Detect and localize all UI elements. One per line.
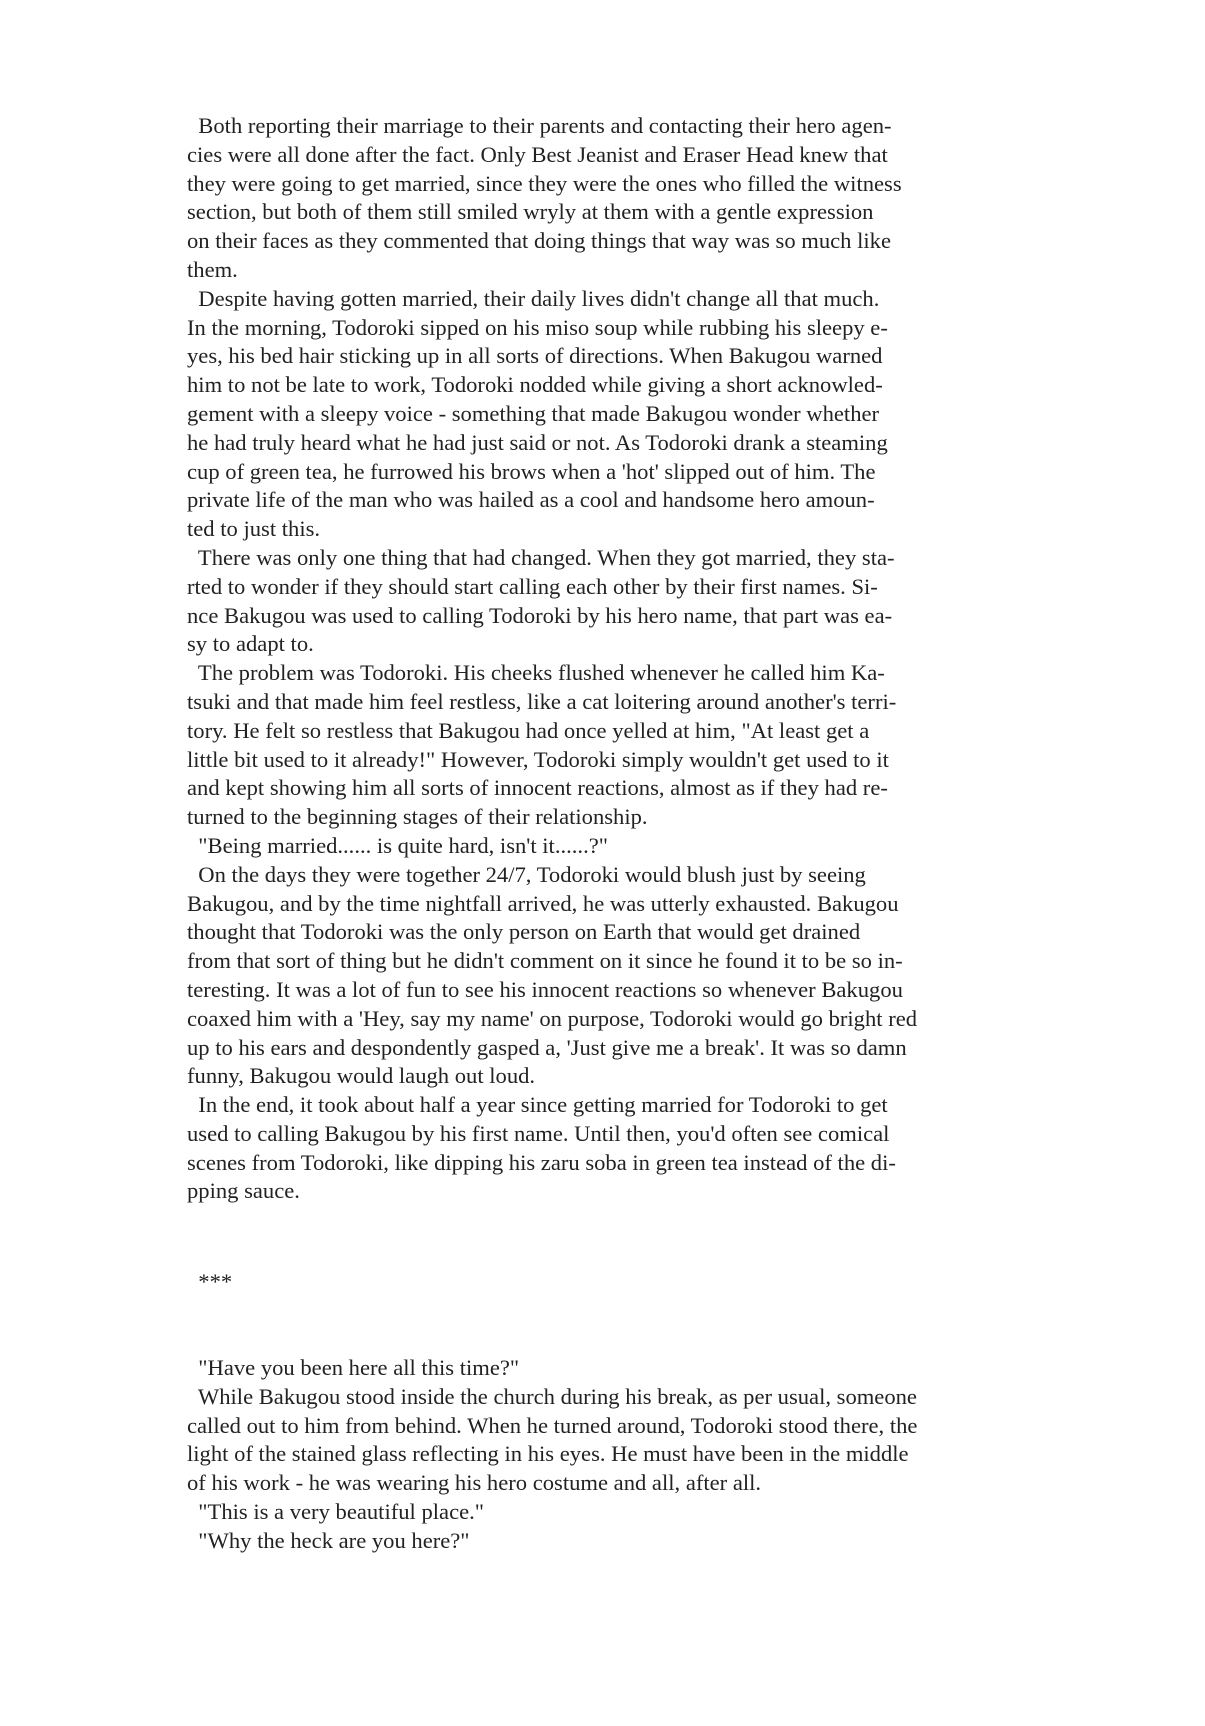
text-line: There was only one thing that had changed. When they got married, they sta- [187, 544, 895, 570]
text-line: they were going to get married, since they were the ones who filled the witness [187, 170, 902, 196]
text-line: Bakugou, and by the time nightfall arrived, he was utterly exhausted. Bakugou [187, 890, 899, 916]
text-line: teresting. It was a lot of fun to see his innocent reactions so whenever Bakugou [187, 976, 903, 1002]
section-separator [187, 1268, 1067, 1297]
text-line: tsuki and that made him feel restless, like a cat loitering around another's terri- [187, 688, 897, 714]
text-line: In the end, it took about half a year since getting married for Todoroki to get [187, 1092, 888, 1118]
text-line: up to his ears and despondently gasped a, 'Just give me a break'. It was so damn [187, 1034, 907, 1060]
text-line: tory. He felt so restless that Bakugou had once yelled at him, "At least get a [187, 717, 870, 743]
text-line: on their faces as they commented that doing things that way was so much like [187, 228, 892, 254]
text-line: used to calling Bakugou by his first name. Until then, you'd often see comical [187, 1120, 890, 1146]
text-line: little bit used to it already!" However, Todoroki simply wouldn't get used to it [187, 746, 889, 772]
text-line: section, but both of them still smiled wryly at them with a gentle expression [187, 199, 874, 225]
text-line: The problem was Todoroki. His cheeks flushed whenever he called him Ka- [187, 660, 885, 686]
text-line: private life of the man who was hailed as a cool and handsome hero amoun- [187, 487, 875, 513]
text-line: he had truly heard what he had just said or not. As Todoroki drank a steaming [187, 429, 888, 455]
text-line: pping sauce. [187, 1178, 300, 1204]
text-line: While Bakugou stood inside the church during his break, as per usual, someone [187, 1383, 917, 1409]
text-line: In the morning, Todoroki sipped on his miso soup while rubbing his sleepy e- [187, 314, 888, 340]
text-line: ted to just this. [187, 516, 321, 542]
text-line: "Have you been here all this time?" [187, 1355, 520, 1380]
text-line: turned to the beginning stages of their relationship. [187, 804, 648, 830]
text-line: *** [187, 1269, 233, 1294]
text-line: thought that Todoroki was the only person on Earth that would get drained [187, 919, 861, 945]
text-line: of his work - he was wearing his hero costume and all, after all. [187, 1470, 762, 1496]
text-line: light of the stained glass reflecting in his eyes. He must have been in the middle [187, 1441, 909, 1467]
text-line: them. [187, 256, 238, 282]
text-section-1 [187, 112, 1067, 1206]
text-line: yes, his bed hair sticking up in all sorts of directions. When Bakugou warned [187, 343, 883, 369]
text-line: him to not be late to work, Todoroki nodded while giving a short acknowled- [187, 372, 883, 398]
text-line: coaxed him with a 'Hey, say my name' on purpose, Todoroki would go bright red [187, 1005, 918, 1031]
text-line: cup of green tea, he furrowed his brows when a 'hot' slipped out of him. The [187, 458, 876, 484]
text-line: "Why the heck are you here?" [187, 1527, 470, 1553]
text-line: sy to adapt to. [187, 631, 314, 657]
text-line: funny, Bakugou would laugh out loud. [187, 1063, 536, 1089]
text-line: from that sort of thing but he didn't comment on it since he found it to be so in- [187, 948, 903, 974]
text-line: "Being married...... is quite hard, isn't it......?" [187, 832, 608, 858]
text-line: Despite having gotten married, their daily lives didn't change all that much. [187, 285, 880, 311]
text-line: and kept showing him all sorts of innocent reactions, almost as if they had re- [187, 775, 888, 801]
text-line: nce Bakugou was used to calling Todoroki by his hero name, that part was ea- [187, 602, 893, 628]
text-line: "This is a very beautiful place." [187, 1498, 485, 1524]
text-section-2 [187, 1354, 1067, 1556]
text-line: gement with a sleepy voice - something that made Bakugou wonder whether [187, 400, 880, 426]
text-line: scenes from Todoroki, like dipping his zaru soba in green tea instead of the di- [187, 1149, 896, 1175]
text-line: On the days they were together 24/7, Todoroki would blush just by seeing [187, 861, 866, 887]
text-line: cies were all done after the fact. Only Best Jeanist and Eraser Head knew that [187, 141, 888, 167]
text-line: rted to wonder if they should start calling each other by their first names. Si- [187, 573, 878, 599]
text-line: Both reporting their marriage to their parents and contacting their hero agen- [187, 113, 892, 138]
text-line: called out to him from behind. When he turned around, Todoroki stood there, the [187, 1412, 918, 1438]
